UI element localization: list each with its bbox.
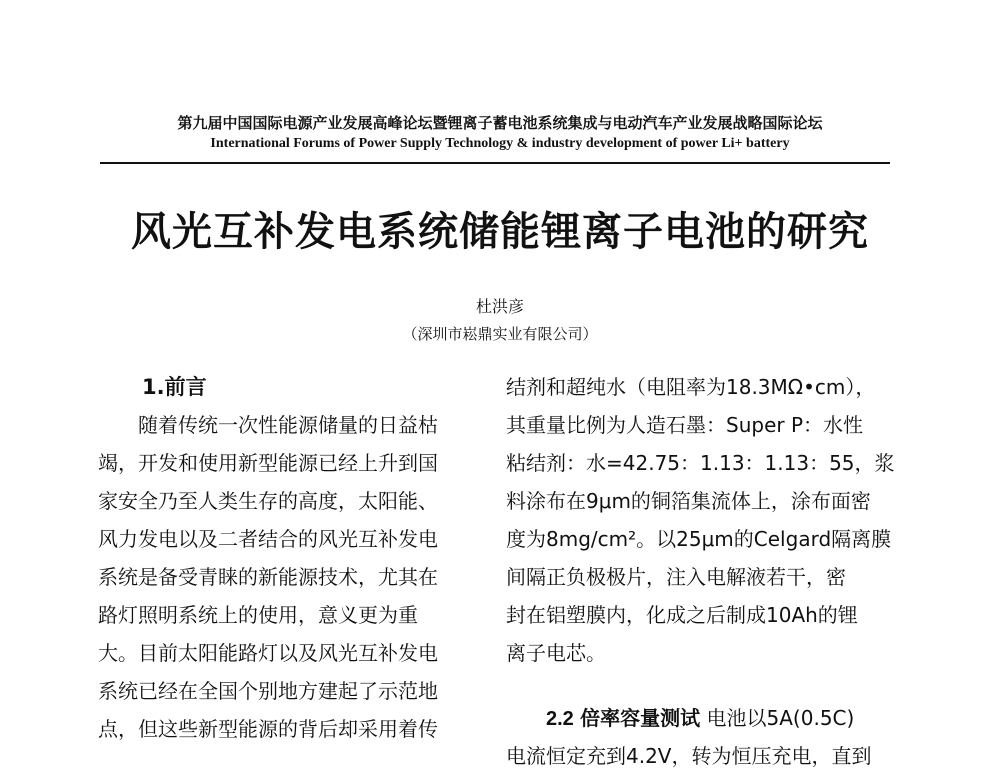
- body-text-line: 系统是备受青睐的新能源技术，尤其在: [98, 565, 438, 589]
- body-text-line: 竭，开发和使用新型能源已经上升到国: [98, 451, 438, 475]
- body-text-line: 电流恒定充到4.2V，转为恒压充电，直到: [506, 744, 872, 768]
- body-text-line: 路灯照明系统上的使用，意义更为重: [98, 603, 418, 627]
- header-divider: [100, 162, 890, 164]
- subsection-title: 倍率容量测试: [580, 706, 701, 730]
- right-column: [506, 368, 898, 775]
- body-text-line: 随着传统一次性能源储量的日益枯: [98, 413, 438, 437]
- conference-header-english: International Forums of Power Supply Technology & industry development of power Li+ battery: [210, 136, 790, 151]
- body-text-line: 料涂布在9μm的铜箔集流体上，涂布面密: [506, 489, 871, 513]
- body-text-line: 大。目前太阳能路灯以及风光互补发电: [98, 641, 438, 665]
- body-text-line: 间隔正负极极片，注入电解液若干，密: [506, 565, 846, 589]
- body-text-line: 结剂和超纯水（电阻率为18.3MΩ•cm），: [506, 375, 876, 399]
- body-text-line: 系统已经在全国个别地方建起了示范地: [98, 679, 438, 703]
- conference-header-chinese: 第九届中国国际电源产业发展高峰论坛暨锂离子蓄电池系统集成与电动汽车产业发展战略国际论坛: [177, 114, 823, 132]
- subsection-lead-text: 电池以5A(0.5C): [706, 706, 855, 730]
- subsection-heading-line: [506, 699, 898, 737]
- body-text-line: 风力发电以及二者结合的风光互补发电: [98, 527, 438, 551]
- body-text-line: 度为8mg/cm²。以25μm的Celgard隔离膜: [506, 527, 892, 551]
- left-column: [98, 368, 488, 748]
- body-text-line: 粘结剂：水=42.75：1.13：1.13：55，浆: [506, 451, 895, 475]
- author-affiliation: （深圳市崧鼎实业有限公司）: [402, 325, 598, 343]
- author-name: 杜洪彦: [475, 297, 524, 316]
- section-heading-introduction: 1.前言: [142, 375, 207, 399]
- body-text-line: 离子电芯。: [506, 641, 606, 665]
- paragraph-spacer: [506, 672, 898, 699]
- body-text-line: 封在铝塑膜内，化成之后制成10Ah的锂: [506, 603, 858, 627]
- body-text-line: 家安全乃至人类生存的高度，太阳能、: [98, 489, 438, 513]
- paper-title: 风光互补发电系统储能锂离子电池的研究: [131, 208, 869, 255]
- body-text-line: 其重量比例为人造石墨：Super P：水性: [506, 413, 864, 437]
- subsection-number: 2.2: [546, 708, 574, 730]
- body-text-line: 点，但这些新型能源的背后却采用着传: [98, 717, 438, 741]
